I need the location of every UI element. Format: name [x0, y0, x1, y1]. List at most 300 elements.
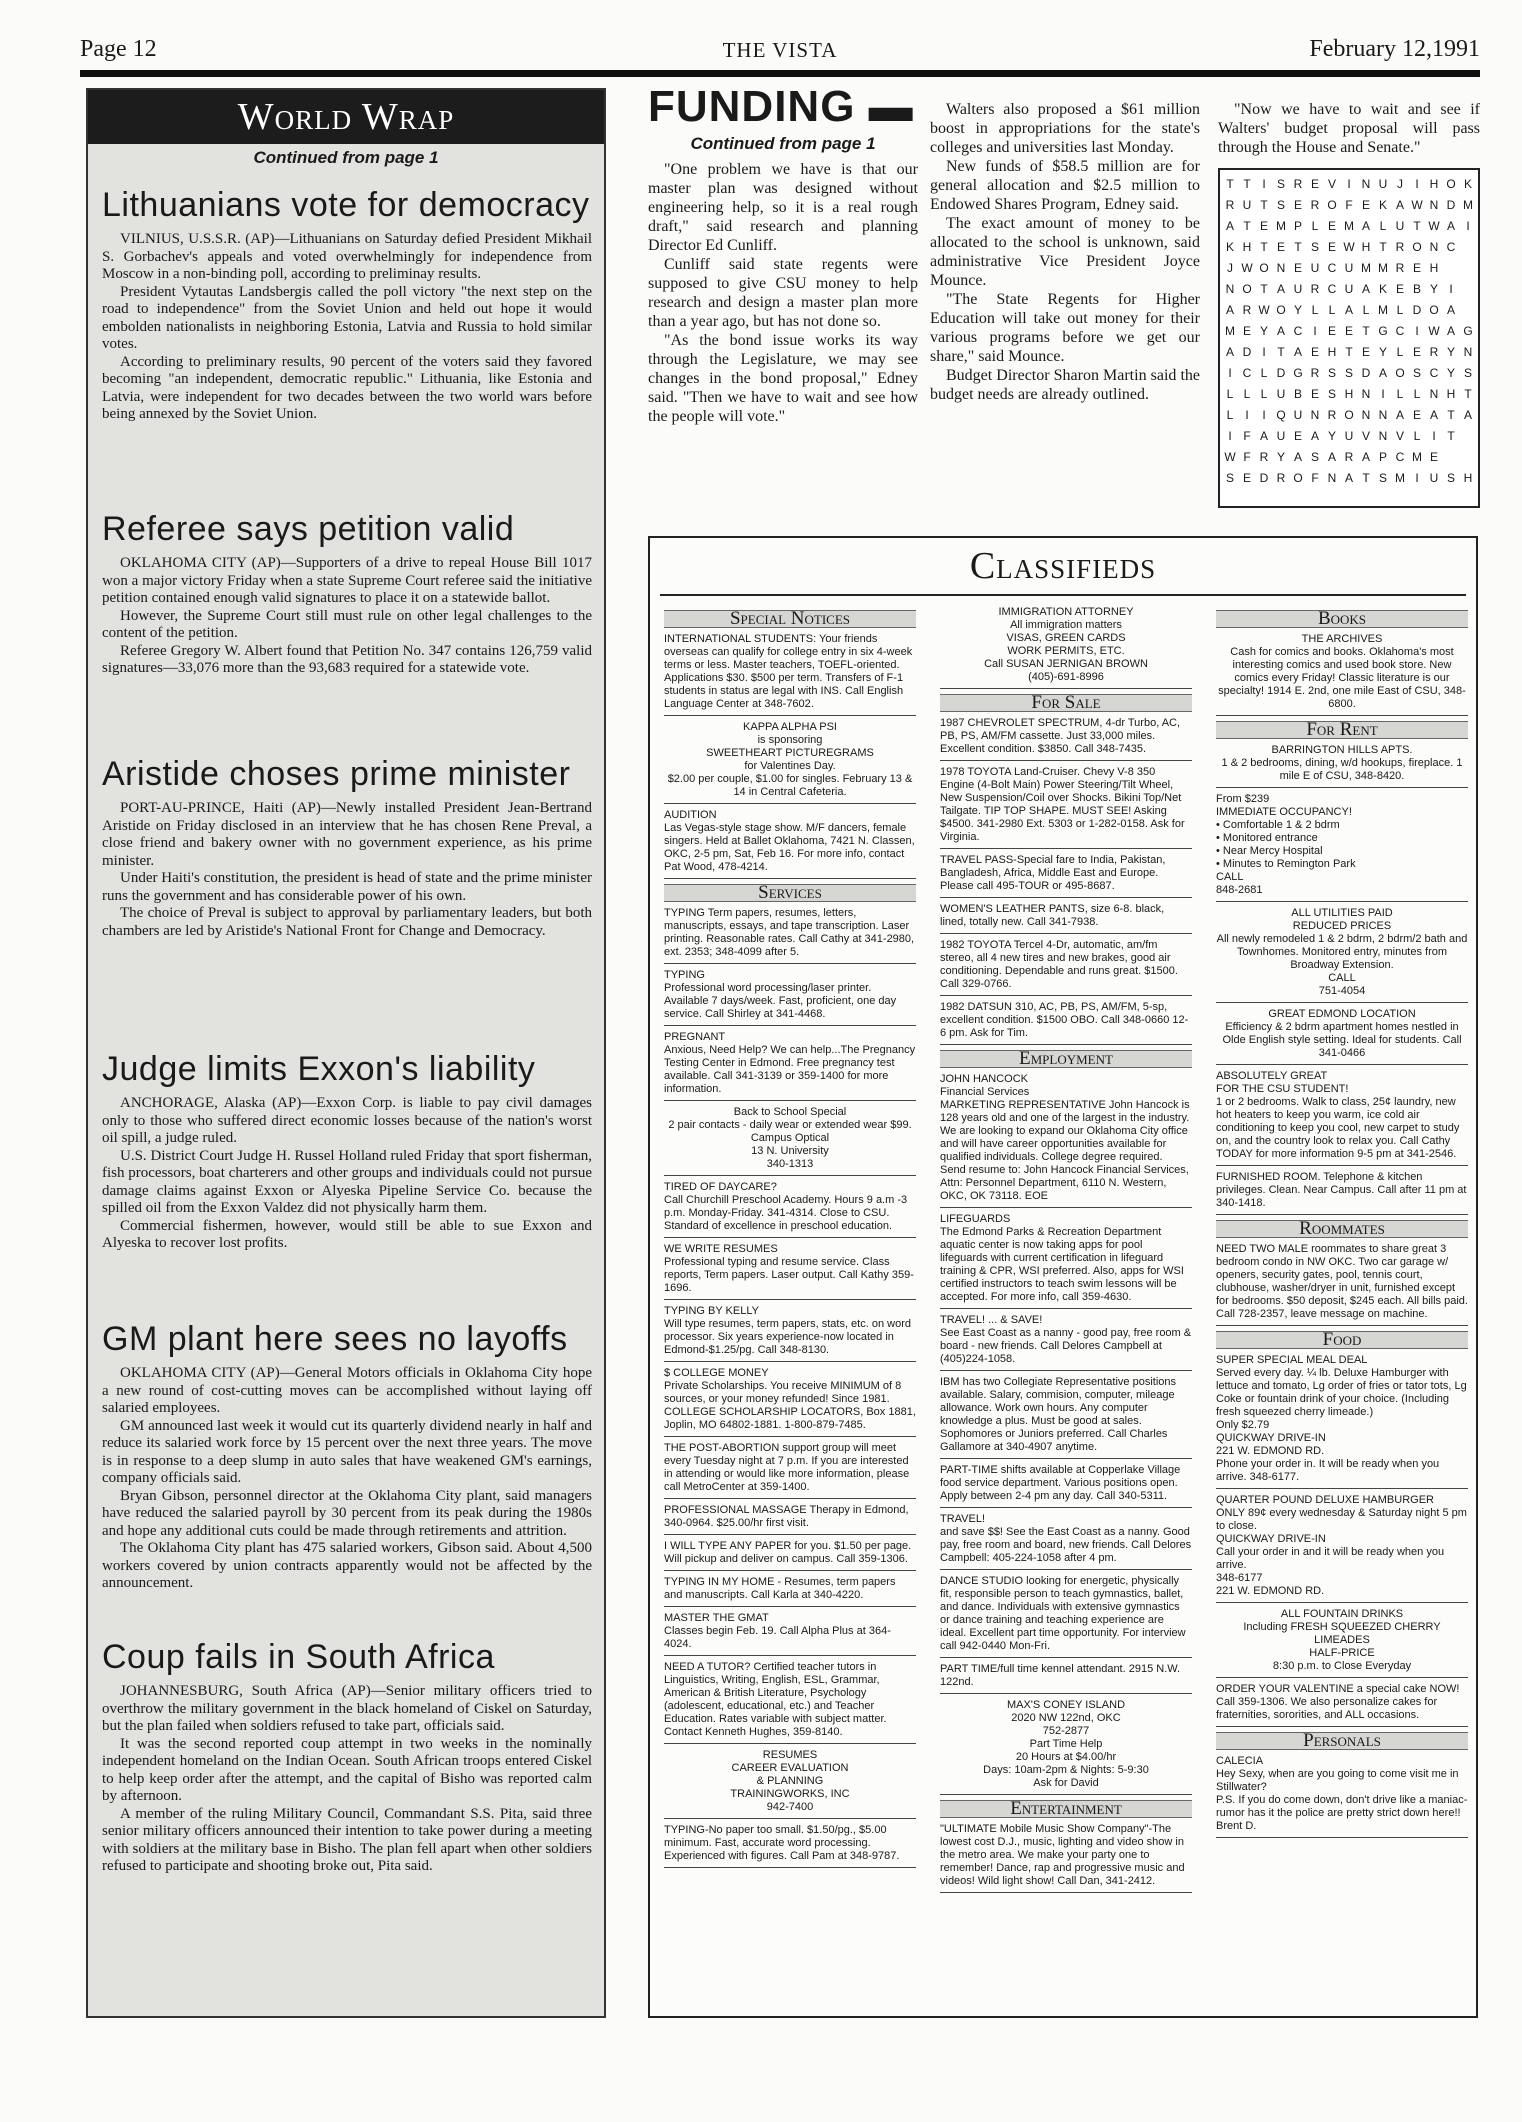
- funding-headline: FUNDING ▬: [648, 82, 914, 131]
- classified-ad: GREAT EDMOND LOCATION Efficiency & 2 bdrm apartment homes nestled in Olde English style setting. Ideal for students. Call 341-0466: [1216, 1008, 1468, 1065]
- story-headline: Referee says petition valid: [102, 510, 515, 548]
- puzzle-letter: E: [1293, 428, 1302, 443]
- classifieds-title: Classifieds: [969, 545, 1157, 587]
- classified-ad: Back to School Special 2 pair contacts - daily wear or extended wear $99. Campus Optical 13 N. University 340-1313: [664, 1106, 916, 1176]
- puzzle-letter: F: [1243, 449, 1251, 464]
- classified-ad: RESUMES CAREER EVALUATION & PLANNING TRAININGWORKS, INC 942-7400: [664, 1749, 916, 1819]
- article-paragraph: New funds of $58.5 million are for general allocation and $2.5 million to Endowed Shares Program, Edney said.: [930, 158, 1200, 213]
- puzzle-letter: U: [1395, 218, 1405, 233]
- puzzle-letter: L: [1396, 344, 1404, 359]
- puzzle-letter: S: [1327, 365, 1336, 380]
- article-paragraph: "The State Regents for Higher Education will take out money for their various programs before we get our share," said Mounce.: [930, 291, 1200, 365]
- classified-ad: I WILL TYPE ANY PAPER for you. $1.50 per page. Will pickup and deliver on campus. Call 359-1306.: [664, 1540, 916, 1571]
- puzzle-letter: H: [1429, 176, 1439, 191]
- story-paragraph: The Oklahoma City plant has 475 salaried workers, Gibson said. About 4,500 workers covered by union contracts apparently would not be affected by the announcement.: [102, 1540, 592, 1591]
- puzzle-letter: K: [1378, 281, 1387, 296]
- puzzle-letter: L: [1226, 386, 1234, 401]
- story-paragraph: Under Haiti's constitution, the president is head of state and the prime minister runs the government and has considerable power of his own.: [102, 870, 592, 904]
- puzzle-letter: G: [1378, 323, 1388, 338]
- puzzle-letter: A: [1429, 407, 1438, 422]
- puzzle-letter: R: [1225, 197, 1235, 212]
- classified-ad: IMMIGRATION ATTORNEY All immigration matters VISAS, GREEN CARDS WORK PERMITS, ETC. Call SUSAN JERNIGAN BROWN (405)-691-8996: [940, 606, 1192, 689]
- puzzle-letter: E: [1242, 470, 1251, 485]
- classifieds-section: [648, 536, 1478, 2018]
- classified-ad: QUARTER POUND DELUXE HAMBURGER ONLY 89¢ every wednesday & Saturday night 5 pm to close. QUICKWAY DRIVE-IN Call your order in and it will be ready when you arrive. 348-6177 221 W. EDMOND RD.: [1216, 1494, 1468, 1603]
- puzzle-letter: M: [1378, 302, 1388, 317]
- puzzle-letter: H: [1361, 239, 1371, 254]
- story-paragraph: However, the Supreme Court still must rule on other legal challenges to the content of the petition.: [102, 607, 592, 641]
- puzzle-letter: O: [1276, 302, 1286, 317]
- puzzle-letter: W: [1258, 302, 1270, 317]
- story-paragraph: President Vytautas Landsbergis called the poll victory "the next step on the road to independence" from the Soviet Union and held out hope it would embolden nationalists in neighboring Estonia, Latvia and Russia to hold similar votes.: [102, 283, 592, 352]
- issue-date: February 12,1991: [1309, 36, 1480, 62]
- puzzle-letter: S: [1225, 470, 1234, 485]
- classified-ad: TYPING Professional word processing/laser printer. Available 7 days/week. Fast, proficient, one day service. Call Shirley at 341-4468.: [664, 969, 916, 1026]
- puzzle-letter: T: [1413, 218, 1421, 233]
- puzzle-letter: T: [1226, 176, 1234, 191]
- story-paragraph: A member of the ruling Military Council, Commandant S.S. Pita, said three senior military officers announced their intention to take power during a meeting with soldiers at the military base in Bisho. The plan fell apart when other soldiers refused to participate and shooting broke out, Pita said.: [102, 1805, 592, 1874]
- puzzle-letter: A: [1395, 197, 1404, 212]
- puzzle-row: [1222, 173, 1477, 194]
- puzzle-letter: A: [1395, 407, 1404, 422]
- puzzle-letter: U: [1378, 176, 1388, 191]
- puzzle-row: [1222, 278, 1477, 299]
- puzzle-letter: E: [1327, 218, 1336, 233]
- puzzle-letter: I: [1347, 176, 1351, 191]
- classified-ad: ABSOLUTELY GREAT FOR THE CSU STUDENT! 1 or 2 bedrooms. Walk to class, 25¢ laundry, new hot heaters to keep you warm, ice cold air conditioning to keep you cool, new carpet to study on, and the country look to relax you. Call Cathy TODAY for more information 9-5 pm at 341-2546.: [1216, 1070, 1468, 1166]
- puzzle-letter: M: [1412, 449, 1422, 464]
- puzzle-letter: A: [1276, 281, 1285, 296]
- puzzle-letter: O: [1344, 407, 1354, 422]
- puzzle-letter: S: [1327, 386, 1336, 401]
- story-headline: Lithuanians vote for democracy: [102, 186, 590, 224]
- puzzle-letter: W: [1411, 197, 1423, 212]
- story-paragraph: Commercial fishermen, however, would still be able to sue Exxon and Alyeska to recover lost profits.: [102, 1217, 592, 1251]
- puzzle-letter: E: [1344, 323, 1353, 338]
- puzzle-letter: R: [1310, 197, 1320, 212]
- puzzle-letter: E: [1293, 260, 1302, 275]
- puzzle-letter: N: [1225, 281, 1235, 296]
- classified-ad: DANCE STUDIO looking for energetic, physically fit, responsible person to teach gymnastics, ballet, and dance. Individuals with extensive gymnastics or dance training and teaching experience are ideal. Excellent part time opportunity. For interview call 942-0440 Mon-Fri.: [940, 1575, 1192, 1658]
- funding-column-1: [648, 82, 918, 426]
- puzzle-row: [1222, 341, 1477, 362]
- puzzle-letter: E: [1412, 407, 1421, 422]
- classifieds-rule: [660, 594, 1466, 596]
- puzzle-letter: R: [1429, 344, 1439, 359]
- puzzle-letter: Y: [1378, 344, 1387, 359]
- puzzle-letter: A: [1276, 323, 1285, 338]
- puzzle-letter: Q: [1276, 407, 1286, 422]
- classified-ad: 1982 DATSUN 310, AC, PB, PS, AM/FM, 5-sp, excellent condition. $1500 OBO. Call 348-0660 12-6 pm. Ask for Tim.: [940, 1001, 1192, 1045]
- classified-ad: $ COLLEGE MONEY Private Scholarships. You receive MINIMUM of 8 sources, or your money refunded! Since 1981. COLLEGE SCHOLARSHIP LOCATORS, Box 1881, Joplin, MO 64802-1881. 1-800-879-7485.: [664, 1367, 916, 1437]
- puzzle-letter: K: [1463, 176, 1472, 191]
- puzzle-letter: E: [1429, 449, 1438, 464]
- classified-section-heading: Books: [1216, 610, 1468, 628]
- puzzle-letter: A: [1293, 344, 1302, 359]
- puzzle-letter: S: [1446, 470, 1455, 485]
- puzzle-letter: E: [1276, 239, 1285, 254]
- puzzle-letter: E: [1242, 323, 1251, 338]
- puzzle-letter: G: [1293, 365, 1303, 380]
- classified-ad: AUDITION Las Vegas-style stage show. M/F dancers, female singers. Held at Ballet Oklahoma, 7421 N. Classen, OKC, 2-5 pm, Sat, Feb 16. For more info, contact Pat Wood, 478-4214.: [664, 809, 916, 879]
- puzzle-letter: S: [1276, 197, 1285, 212]
- classified-section-heading: For Sale: [940, 694, 1192, 712]
- classified-ad: WE WRITE RESUMES Professional typing and resume service. Class reports, Term papers. Laser output. Call Kathy 359-1696.: [664, 1243, 916, 1300]
- classified-ad: "ULTIMATE Mobile Music Show Company"-The lowest cost D.J., music, lighting and video show in the metro area. We make your party one to remember! Dance, rap and progressive music and videos! Wild light show! Call Dan, 341-2412.: [940, 1823, 1192, 1893]
- puzzle-letter: M: [1395, 470, 1405, 485]
- puzzle-letter: M: [1344, 218, 1354, 233]
- puzzle-letter: A: [1446, 323, 1455, 338]
- puzzle-row: [1222, 236, 1477, 257]
- puzzle-grid: [1222, 173, 1477, 488]
- classified-ad: IBM has two Collegiate Representative positions available. Salary, commision, computer, mileage allowance. Work own hours. Any computer knowledge a plus. Must be good at sales. Sophomores or Juniors preferred. Call Charles Gallamore at 340-4907 anytime.: [940, 1376, 1192, 1459]
- story-paragraph: Bryan Gibson, personnel director at the Oklahoma City plant, said managers have reduced the salaried payroll by 30 percent from its peak during the 1980s and hope any additional cuts could be made through retirements and attrition.: [102, 1487, 592, 1539]
- puzzle-letter: O: [1446, 176, 1456, 191]
- puzzle-letter: D: [1259, 470, 1269, 485]
- puzzle-letter: I: [1449, 281, 1453, 296]
- puzzle-letter: E: [1395, 281, 1404, 296]
- classified-ad: 1987 CHEVROLET SPECTRUM, 4-dr Turbo, AC, PB, PS, AM/FM cassette. Just 33,000 miles. Excellent condition. $3850. Call 348-7435.: [940, 717, 1192, 761]
- news-story: [102, 1638, 592, 1876]
- puzzle-letter: O: [1412, 239, 1422, 254]
- puzzle-letter: S: [1276, 176, 1285, 191]
- puzzle-letter: E: [1310, 386, 1319, 401]
- puzzle-letter: L: [1362, 302, 1370, 317]
- classified-ad: TYPING BY KELLY Will type resumes, term papers, stats, etc. on word processor. Six years experience-now located in Edmond-$1.25/pg. Call 348-8130.: [664, 1305, 916, 1362]
- news-story: [102, 510, 592, 678]
- puzzle-letter: C: [1429, 365, 1439, 380]
- story-paragraph: According to preliminary results, 90 percent of the voters said they favored becoming "an independent, democratic republic." Lithuania, like Estonia and Latvia, were independent for two decades between the two world wars before being annexed by the Soviet Union.: [102, 353, 592, 422]
- puzzle-letter: L: [1311, 302, 1319, 317]
- puzzle-letter: L: [1243, 386, 1251, 401]
- puzzle-letter: P: [1293, 218, 1302, 233]
- puzzle-letter: E: [1361, 197, 1370, 212]
- puzzle-letter: R: [1259, 449, 1269, 464]
- story-paragraph: OKLAHOMA CITY (AP)—General Motors officials in Oklahoma City hope a new round of cost-cutting moves can be accomplished without laying off salaried employees.: [102, 1365, 592, 1416]
- puzzle-row: [1222, 257, 1477, 278]
- story-paragraph: It was the second reported coup attempt in two weeks in the nominally independent homeland on the Indian Ocean. South African troops entered Ciskel to help keep order after the attempt, and the capital of Bisho was reported calm by afternoon.: [102, 1735, 592, 1804]
- puzzle-letter: R: [1327, 407, 1337, 422]
- puzzle-letter: A: [1259, 428, 1268, 443]
- puzzle-letter: L: [1379, 218, 1387, 233]
- puzzle-letter: L: [1226, 407, 1234, 422]
- classified-ad: WOMEN'S LEATHER PANTS, size 6-8. black, lined, totally new. Call 341-7938.: [940, 903, 1192, 934]
- funding-column-2: [930, 100, 1200, 404]
- puzzle-letter: C: [1293, 323, 1303, 338]
- article-paragraph: "Now we have to wait and see if Walters' budget proposal will pass through the House and Senate.": [1218, 101, 1480, 156]
- puzzle-letter: V: [1361, 428, 1370, 443]
- puzzle-letter: Y: [1446, 365, 1455, 380]
- puzzle-letter: U: [1276, 386, 1286, 401]
- puzzle-letter: N: [1361, 176, 1371, 191]
- world-wrap-banner: World Wrap: [88, 90, 604, 144]
- puzzle-letter: R: [1310, 281, 1320, 296]
- puzzle-letter: I: [1228, 365, 1232, 380]
- puzzle-letter: T: [1260, 239, 1268, 254]
- puzzle-letter: R: [1395, 239, 1405, 254]
- puzzle-letter: T: [1345, 344, 1353, 359]
- story-headline: Aristide choses prime minister: [102, 755, 571, 793]
- classified-ad: TRAVEL PASS-Special fare to India, Pakistan, Bangladesh, Africa, Middle East and Europe. Please call 495-TOUR or 495-8687.: [940, 854, 1192, 898]
- article-paragraph: "As the bond issue works its way through the Legislature, we may see changes in the bond proposal," Edney said. "Then we have to wait and see how the people will vote.": [648, 332, 918, 425]
- puzzle-letter: A: [1225, 302, 1234, 317]
- puzzle-letter: E: [1412, 260, 1421, 275]
- classified-ad: TIRED OF DAYCARE? Call Churchill Preschool Academy. Hours 9 a.m -3 p.m. Monday-Friday. 341-4314. Close to CSU. Standard of excellence in preschool education.: [664, 1181, 916, 1238]
- puzzle-row: [1222, 320, 1477, 341]
- puzzle-letter: D: [1242, 344, 1252, 359]
- puzzle-letter: V: [1327, 176, 1336, 191]
- puzzle-letter: C: [1395, 449, 1405, 464]
- puzzle-letter: A: [1446, 218, 1455, 233]
- puzzle-letter: N: [1310, 407, 1320, 422]
- puzzle-letter: I: [1415, 176, 1419, 191]
- puzzle-letter: N: [1429, 239, 1439, 254]
- classified-ad: TRAVEL! ... & SAVE! See East Coast as a nanny - good pay, free room & board - new friends. Call Delores Campbell at (405)224-1058.: [940, 1314, 1192, 1371]
- puzzle-letter: F: [1243, 428, 1251, 443]
- puzzle-letter: W: [1241, 260, 1253, 275]
- classified-ad: BARRINGTON HILLS APTS. 1 & 2 bedrooms, dining, w/d hookups, fireplace. 1 mile E of CSU, 348-8420.: [1216, 744, 1468, 788]
- puzzle-letter: M: [1463, 197, 1473, 212]
- puzzle-letter: E: [1361, 344, 1370, 359]
- puzzle-row: [1222, 299, 1477, 320]
- puzzle-letter: T: [1447, 428, 1455, 443]
- puzzle-letter: U: [1429, 470, 1439, 485]
- classified-ad: TYPING IN MY HOME - Resumes, term papers and manuscripts. Call Karla at 340-4220.: [664, 1576, 916, 1607]
- word-search-puzzle: [1218, 168, 1480, 508]
- news-story: [102, 1320, 592, 1593]
- puzzle-letter: S: [1310, 449, 1319, 464]
- puzzle-letter: L: [1328, 302, 1336, 317]
- puzzle-row: [1222, 383, 1477, 404]
- classified-section-heading: Personals: [1216, 1732, 1468, 1750]
- classifieds-column-2: [940, 606, 1192, 1898]
- story-headline: Judge limits Exxon's liability: [102, 1050, 536, 1088]
- newspaper-name: THE VISTA: [722, 38, 838, 62]
- puzzle-letter: U: [1344, 260, 1354, 275]
- puzzle-letter: L: [1413, 386, 1421, 401]
- puzzle-letter: C: [1395, 323, 1405, 338]
- classified-section-heading: Food: [1216, 1331, 1468, 1349]
- puzzle-letter: U: [1293, 281, 1303, 296]
- puzzle-letter: G: [1463, 323, 1473, 338]
- puzzle-letter: N: [1378, 428, 1388, 443]
- puzzle-letter: A: [1293, 449, 1302, 464]
- puzzle-letter: I: [1432, 428, 1436, 443]
- puzzle-letter: D: [1412, 302, 1422, 317]
- puzzle-letter: I: [1262, 176, 1266, 191]
- puzzle-letter: T: [1362, 323, 1370, 338]
- puzzle-letter: A: [1463, 407, 1472, 422]
- puzzle-letter: L: [1413, 428, 1421, 443]
- puzzle-letter: T: [1447, 407, 1455, 422]
- puzzle-letter: Y: [1293, 302, 1302, 317]
- puzzle-letter: O: [1242, 281, 1252, 296]
- classified-ad: FURNISHED ROOM. Telephone & kitchen privileges. Clean. Near Campus. Call after 11 pm at 340-1418.: [1216, 1171, 1468, 1215]
- puzzle-letter: Y: [1327, 428, 1336, 443]
- puzzle-letter: I: [1262, 344, 1266, 359]
- puzzle-letter: H: [1344, 386, 1354, 401]
- puzzle-row: [1222, 425, 1477, 446]
- funding-column-3: [1218, 100, 1480, 157]
- classified-ad: SUPER SPECIAL MEAL DEAL Served every day. ¼ lb. Deluxe Hamburger with lettuce and tomato, Lg order of fries or tator tots, Lg Coke or fountain drink of your choice. (Including fresh squeezed cherry limeade.) Only $2.79 QUICKWAY DRIVE-IN 221 W. EDMOND RD. Phone your order in. It will be ready when you arrive. 348-6177.: [1216, 1354, 1468, 1489]
- puzzle-letter: H: [1429, 260, 1439, 275]
- classified-ad: 1982 TOYOTA Tercel 4-Dr, automatic, am/fm stereo, all 4 new tires and new brakes, good air conditioning. Dependable and runs great. $1500. Call 329-0766.: [940, 939, 1192, 996]
- puzzle-letter: R: [1276, 470, 1286, 485]
- puzzle-letter: L: [1396, 386, 1404, 401]
- puzzle-letter: E: [1327, 323, 1336, 338]
- story-paragraph: JOHANNESBURG, South Africa (AP)—Senior military officers tried to overthrow the military government in the black homeland of Ciskel on Saturday, but the plan failed when soldiers refused to take part, officials said.: [102, 1683, 592, 1734]
- classified-ad: PROFESSIONAL MASSAGE Therapy in Edmond, 340-0964. $25.00/hr first visit.: [664, 1504, 916, 1535]
- puzzle-letter: T: [1362, 470, 1370, 485]
- puzzle-letter: J: [1397, 176, 1403, 191]
- puzzle-letter: R: [1293, 176, 1303, 191]
- puzzle-letter: W: [1428, 218, 1440, 233]
- puzzle-letter: A: [1225, 218, 1234, 233]
- classified-section-heading: Services: [664, 884, 916, 902]
- puzzle-letter: T: [1260, 281, 1268, 296]
- classified-ad: JOHN HANCOCK Financial Services MARKETING REPRESENTATIVE John Hancock is 128 years old and one of the largest in the industry. We are looking to expand our Oklahoma City office and will have career opportunities available for qualified individuals. College degree required. Send resume to: John Hancock Financial Services, Attn: Personnel Department, 6110 N. Western, OKC, OK 73118. EOE: [940, 1073, 1192, 1208]
- puzzle-letter: N: [1429, 386, 1439, 401]
- puzzle-letter: A: [1446, 302, 1455, 317]
- classified-ad: NEED A TUTOR? Certified teacher tutors in Linguistics, Writing, English, ESL, Grammar, American & British Literature, Psychology (adolescent, educational, etc.) and Teacher Education. Rates variable with subject matter. Contact Kenneth Hughes, 359-8140.: [664, 1661, 916, 1744]
- classified-ad: TRAVEL! and save $$! See the East Coast as a nanny. Good pay, free room and board, new friends. Call Delores Campbell: 405-224-1058 after 4 pm.: [940, 1513, 1192, 1570]
- puzzle-letter: U: [1276, 428, 1286, 443]
- puzzle-letter: S: [1344, 365, 1353, 380]
- puzzle-letter: B: [1412, 281, 1421, 296]
- puzzle-letter: N: [1429, 197, 1439, 212]
- continued-note: Continued from page 1: [690, 134, 876, 153]
- puzzle-letter: M: [1276, 218, 1286, 233]
- puzzle-letter: C: [1327, 281, 1337, 296]
- news-story: [102, 1050, 592, 1253]
- puzzle-letter: M: [1378, 260, 1388, 275]
- news-story: [102, 186, 592, 424]
- puzzle-letter: E: [1310, 176, 1319, 191]
- puzzle-letter: M: [1225, 323, 1235, 338]
- puzzle-letter: R: [1344, 449, 1354, 464]
- puzzle-letter: I: [1466, 218, 1470, 233]
- puzzle-letter: O: [1327, 197, 1337, 212]
- puzzle-letter: F: [1311, 470, 1319, 485]
- page-header: [80, 32, 1480, 72]
- puzzle-letter: E: [1310, 344, 1319, 359]
- classified-ad: KAPPA ALPHA PSI is sponsoring SWEETHEART PICTUREGRAMS for Valentines Day. $2.00 per couple, $1.00 for singles. February 13 & 14 in Central Cafeteria.: [664, 721, 916, 804]
- classified-ad: PART-TIME shifts available at Copperlake Village food service department. Various positions open. Apply between 2-4 pm any day. Call 340-5311.: [940, 1464, 1192, 1508]
- classified-ad: THE POST-ABORTION support group will meet every Tuesday night at 7 p.m. If you are interested in attending or would like more information, please call MetroCenter at 359-1400.: [664, 1442, 916, 1499]
- puzzle-letter: E: [1327, 239, 1336, 254]
- puzzle-letter: A: [1225, 344, 1234, 359]
- puzzle-letter: C: [1446, 239, 1456, 254]
- puzzle-letter: E: [1293, 197, 1302, 212]
- puzzle-letter: D: [1276, 365, 1286, 380]
- page-number: Page 12: [80, 36, 157, 62]
- puzzle-letter: D: [1361, 365, 1371, 380]
- puzzle-letter: O: [1395, 365, 1405, 380]
- puzzle-row: [1222, 362, 1477, 383]
- classified-ad: MAX'S CONEY ISLAND 2020 NW 122nd, OKC 752-2877 Part Time Help 20 Hours at $4.00/hr Days: 10am-2pm & Nights: 5-9:30 Ask for David: [940, 1699, 1192, 1795]
- story-paragraph: The choice of Preval is subject to approval by parliamentary leaders, but both chambers are led by Aristide's National Front for Change and Democracy.: [102, 905, 592, 939]
- puzzle-letter: N: [1361, 386, 1371, 401]
- classified-ad: NEED TWO MALE roommates to share great 3 bedroom condo in NW OKC. Two car garage w/ openers, security gates, pool, tennis court, clubhouse, washer/dryer in unit, furnished except for bedrooms. $50 deposit, $245 each. All bills paid. Call 728-2357, leave message on machine.: [1216, 1243, 1468, 1326]
- classifieds-column-1: [664, 606, 916, 1873]
- puzzle-row: [1222, 404, 1477, 425]
- puzzle-letter: H: [1463, 470, 1473, 485]
- puzzle-letter: C: [1327, 260, 1337, 275]
- classified-ad: MASTER THE GMAT Classes begin Feb. 19. Call Alpha Plus at 364-4024.: [664, 1612, 916, 1656]
- puzzle-letter: H: [1242, 239, 1252, 254]
- puzzle-letter: Y: [1259, 323, 1268, 338]
- puzzle-letter: U: [1344, 428, 1354, 443]
- puzzle-letter: R: [1242, 302, 1252, 317]
- classified-section-heading: Special Notices: [664, 610, 916, 628]
- puzzle-letter: O: [1259, 260, 1269, 275]
- puzzle-letter: T: [1260, 197, 1268, 212]
- puzzle-letter: W: [1224, 449, 1236, 464]
- puzzle-row: [1222, 194, 1477, 215]
- puzzle-letter: I: [1381, 386, 1385, 401]
- classified-section-heading: Roommates: [1216, 1220, 1468, 1238]
- puzzle-letter: A: [1361, 218, 1370, 233]
- story-paragraph: OKLAHOMA CITY (AP)—Supporters of a drive to repeal House Bill 1017 won a major victory Friday when a state Supreme Court referee said the initiative petition contained enough valid signatures to place it on a statewide ballot.: [102, 555, 592, 606]
- puzzle-letter: Y: [1276, 449, 1285, 464]
- puzzle-letter: A: [1344, 470, 1353, 485]
- puzzle-letter: S: [1310, 239, 1319, 254]
- puzzle-letter: A: [1361, 449, 1370, 464]
- story-paragraph: ANCHORAGE, Alaska (AP)—Exxon Corp. is liable to pay civil damages only to those who suffered direct economic losses because of the nation's worst oil spill, a judge ruled.: [102, 1095, 592, 1146]
- classified-section-heading: Employment: [940, 1050, 1192, 1068]
- classified-ad: TYPING-No paper too small. $1.50/pg., $5.00 minimum. Fast, accurate word processing. Experienced with figures. Call Pam at 348-9787.: [664, 1824, 916, 1868]
- classified-ad: ORDER YOUR VALENTINE a special cake NOW! Call 359-1306. We also personalize cakes for fraternities, sororities, and ALL occasions.: [1216, 1683, 1468, 1727]
- puzzle-letter: N: [1276, 260, 1286, 275]
- classified-ad: INTERNATIONAL STUDENTS: Your friends overseas can qualify for college entry in six 4-week terms or less. Master teachers, TOEFL-oriented. Applications $30. $500 per term. Transfers of F-1 students in status are legal with INS. Call English Language Center at 348-7602.: [664, 633, 916, 716]
- puzzle-letter: L: [1311, 218, 1319, 233]
- puzzle-letter: A: [1310, 428, 1319, 443]
- classified-ad: ALL UTILITIES PAID REDUCED PRICES All newly remodeled 1 & 2 bdrm, 2 bdrm/2 bath and Townhomes. Monitored entry, minutes from Broadway Extension. CALL 751-4054: [1216, 907, 1468, 1003]
- puzzle-letter: A: [1361, 281, 1370, 296]
- puzzle-letter: Y: [1446, 344, 1455, 359]
- puzzle-letter: F: [1345, 197, 1353, 212]
- story-paragraph: VILNIUS, U.S.S.R. (AP)—Lithuanians on Saturday defied President Mikhail S. Gorbachev's appeals and voted overwhelmingly for independence from Moscow in a non-binding poll, according to preliminay results.: [102, 231, 592, 282]
- puzzle-letter: S: [1412, 365, 1421, 380]
- article-paragraph: The exact amount of money to be allocated to the school is unknown, said administrative Vice President Joyce Mounce.: [930, 215, 1200, 289]
- puzzle-letter: D: [1446, 197, 1456, 212]
- puzzle-letter: S: [1378, 470, 1387, 485]
- article-paragraph: Walters also proposed a $61 million boost in appropriations for the state's colleges and universities last Monday.: [930, 101, 1200, 156]
- puzzle-letter: U: [1310, 260, 1320, 275]
- classified-section-heading: Entertainment: [940, 1800, 1192, 1818]
- puzzle-letter: I: [1415, 323, 1419, 338]
- puzzle-letter: A: [1327, 449, 1336, 464]
- news-story: [102, 755, 592, 940]
- puzzle-letter: C: [1242, 365, 1252, 380]
- puzzle-letter: L: [1260, 386, 1268, 401]
- puzzle-letter: I: [1313, 323, 1317, 338]
- puzzle-row: [1222, 467, 1477, 488]
- puzzle-letter: T: [1379, 239, 1387, 254]
- puzzle-letter: L: [1396, 302, 1404, 317]
- article-paragraph: "One problem we have is that our master plan was designed without engineering help, so it is a real rough draft," said research and planning Director Ed Cunliff.: [648, 161, 918, 254]
- puzzle-letter: U: [1344, 281, 1354, 296]
- puzzle-letter: A: [1378, 365, 1387, 380]
- puzzle-letter: K: [1225, 239, 1234, 254]
- puzzle-letter: V: [1395, 428, 1404, 443]
- puzzle-letter: O: [1429, 302, 1439, 317]
- classified-ad: THE ARCHIVES Cash for comics and books. Oklahoma's most interesting comics and used book store. New comics every Friday! Classic literature is our specialty! 1914 E. 2nd, one mile East of CSU, 348-6800.: [1216, 633, 1468, 716]
- puzzle-letter: N: [1378, 407, 1388, 422]
- puzzle-letter: T: [1243, 218, 1251, 233]
- puzzle-letter: T: [1294, 239, 1302, 254]
- puzzle-letter: T: [1464, 386, 1472, 401]
